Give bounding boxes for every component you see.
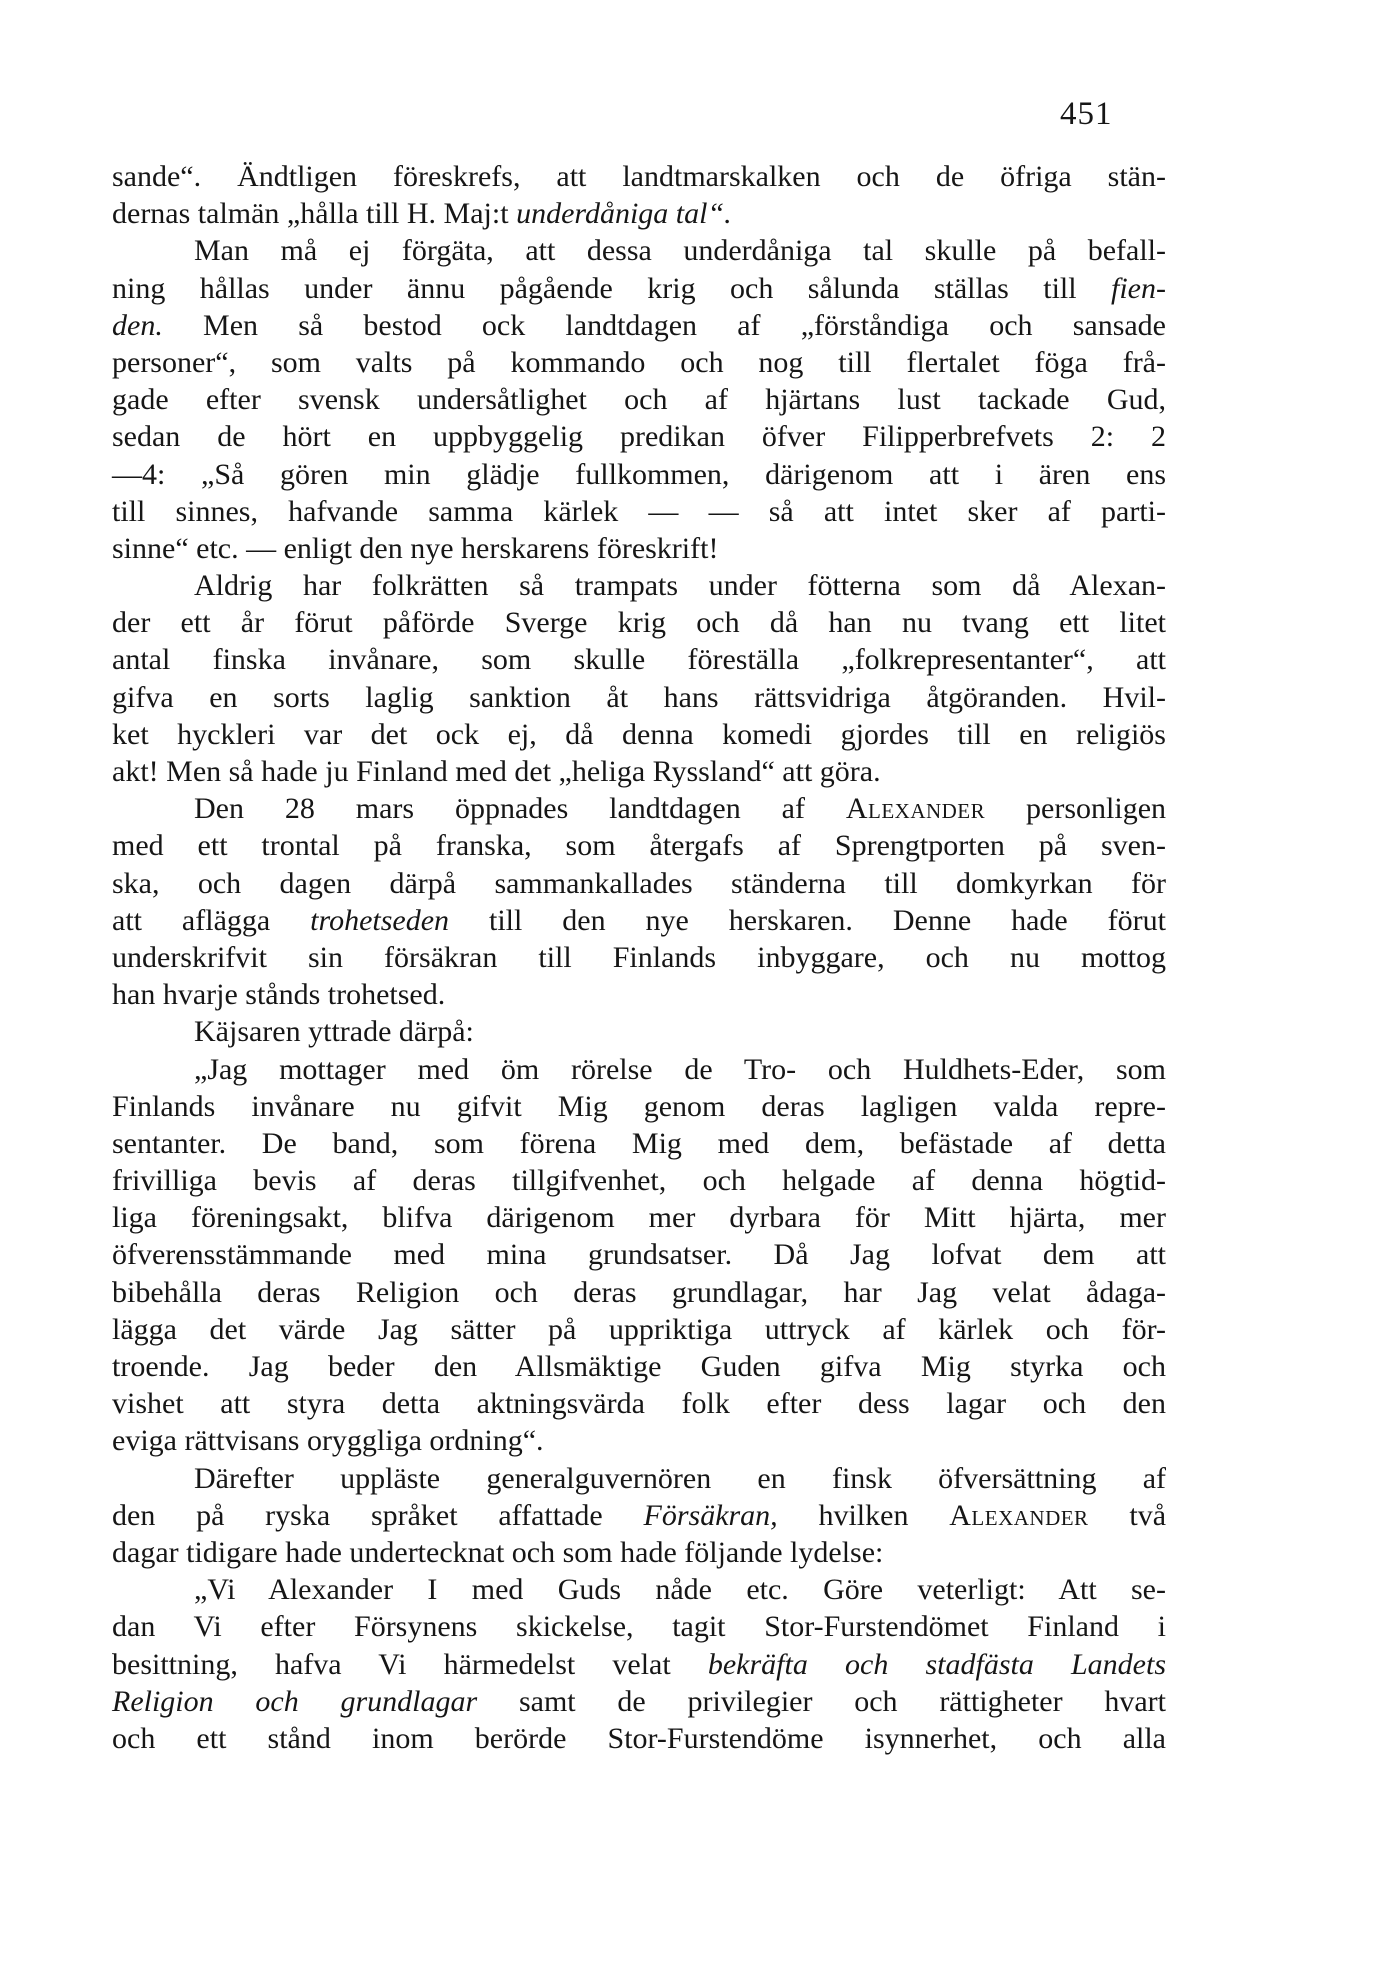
- text-line: sentanter. De band, som förena Mig med dem, befästade af detta: [112, 1126, 1166, 1160]
- body-text: [112, 158, 1166, 1757]
- text-line: [112, 1646, 1166, 1683]
- text-line: antal finska invånare, som skulle föreställa „folkrepresentanter“, att: [112, 643, 1166, 677]
- italic-phrase: fien-: [1111, 271, 1166, 305]
- text-fragment: två: [1129, 1498, 1167, 1532]
- text-line: troende. Jag beder den Allsmäktige Guden gifva Mig styrka och: [112, 1350, 1166, 1383]
- italic-phrase: underdåniga tal“.: [516, 197, 732, 231]
- text-line: liga föreningsakt, blifva därigenom mer dyrbara för Mitt hjärta, mer: [112, 1201, 1166, 1235]
- text-line: eviga rättvisans oryggliga ordning“.: [112, 1424, 544, 1458]
- text-line: ska, och dagen därpå sammankallades ständerna till domkyrkan för: [112, 866, 1166, 900]
- text-line: [112, 1497, 1166, 1534]
- italic-phrase: bekräfta och stadfästa Landets: [707, 1647, 1167, 1681]
- text-line: [112, 270, 1166, 307]
- text-fragment: ning hållas under ännu pågående krig och sålunda ställas till: [112, 271, 1077, 305]
- text-line: bibehålla deras Religion och deras grundlagar, har Jag velat ådaga-: [112, 1275, 1166, 1309]
- text-line: sande“. Ändtligen föreskrefs, att landtmarskalken och de öfriga stän-: [112, 160, 1166, 193]
- text-line: med ett trontal på franska, som återgafs af Sprengtporten på sven-: [112, 829, 1166, 863]
- small-caps-name: Alexander: [949, 1498, 1089, 1532]
- text-fragment: Men så bestod ock landtdagen af „förståndiga och sansade: [203, 308, 1166, 342]
- text-line: [112, 790, 1166, 827]
- italic-phrase: trohetseden: [310, 903, 450, 937]
- text-line: —4: „Så gören min glädje fullkommen, därigenom att i ären ens: [112, 457, 1166, 491]
- text-fragment: hvilken: [818, 1498, 909, 1532]
- text-line: gade efter svensk undersåtlighet och af hjärtans lust tackade Gud,: [112, 383, 1166, 417]
- text-fragment: besittning, hafva Vi härmedelst velat: [112, 1647, 671, 1681]
- text-line: der ett år förut påförde Sverge krig och då han nu tvang ett litet: [112, 606, 1166, 640]
- text-line: vishet att styra detta aktningsvärda folk efter dess lagar och den: [112, 1387, 1166, 1421]
- text-line: gifva en sorts laglig sanktion åt hans rättsvidriga åtgöranden. Hvil-: [112, 680, 1166, 714]
- text-line: öfverensstämmande med mina grundsatser. Då Jag lofvat dem att: [112, 1238, 1166, 1272]
- text-line: Käjsaren yttrade därpå:: [194, 1015, 474, 1049]
- italic-phrase: den.: [112, 308, 163, 342]
- text-fragment: Den 28 mars öppnades landtdagen af: [194, 792, 805, 826]
- text-fragment: personligen: [1026, 792, 1167, 826]
- text-line: [112, 307, 1166, 344]
- text-line: frivilliga bevis af deras tillgifvenhet, och helgade af denna högtid-: [112, 1164, 1166, 1198]
- text-line: [112, 1683, 1166, 1720]
- text-line: sinne“ etc. — enligt den nye herskarens föreskrift!: [112, 531, 719, 565]
- text-line: och ett stånd inom berörde Stor-Furstendöme isynnerhet, och alla: [112, 1721, 1166, 1755]
- italic-phrase: Försäkran,: [643, 1498, 778, 1532]
- text-line: dan Vi efter Försynens skickelse, tagit Stor-Furstendömet Finland i: [112, 1610, 1166, 1644]
- italic-phrase: Religion och grundlagar: [112, 1684, 478, 1718]
- text-line: sedan de hört en uppbyggelig predikan öfver Filipperbrefvets 2: 2: [112, 420, 1166, 454]
- text-fragment: till den nye herskaren. Denne hade förut: [488, 903, 1166, 937]
- text-line: till sinnes, hafvande samma kärlek — — så att intet sker af parti-: [112, 494, 1166, 528]
- text-line: dagar tidigare hade undertecknat och som hade följande lydelse:: [112, 1535, 884, 1569]
- text-line: akt! Men så hade ju Finland med det „heliga Ryssland“ att göra.: [112, 755, 881, 788]
- text-line: ket hyckleri var det ock ej, då denna komedi gjordes till en religiös: [112, 717, 1166, 751]
- text-fragment: samt de privilegier och rättigheter hvart: [518, 1684, 1167, 1718]
- text-line: [112, 902, 1166, 939]
- text-line: Man må ej förgäta, att dessa underdåniga tal skulle på befall-: [194, 234, 1166, 268]
- text-line: Finlands invånare nu gifvit Mig genom deras lagligen valda repre-: [112, 1089, 1166, 1123]
- page-number: 451: [1060, 96, 1113, 132]
- text-fragment: dernas talmän „hålla till H. Maj:t: [112, 197, 509, 231]
- text-fragment: den på ryska språket affattade: [112, 1498, 603, 1532]
- text-line: Aldrig har folkrätten så trampats under fötterna som då Alexan-: [194, 569, 1166, 603]
- text-line: lägga det värde Jag sätter på uppriktiga uttryck af kärlek och för-: [112, 1312, 1166, 1346]
- text-line: Därefter uppläste generalguvernören en finsk öfversättning af: [194, 1461, 1166, 1495]
- text-line: „Jag mottager med öm rörelse de Tro- och Huldhets-Eder, som: [194, 1052, 1166, 1086]
- text-line: underskrifvit sin försäkran till Finlands inbyggare, och nu mottog: [112, 940, 1166, 974]
- text-line: personer“, som valts på kommando och nog till flertalet föga frå-: [112, 345, 1166, 379]
- text-line: han hvarje stånds trohetsed.: [112, 978, 446, 1012]
- text-line: [112, 195, 1166, 232]
- text-fragment: att aflägga: [112, 903, 271, 937]
- text-line: „Vi Alexander I med Guds nåde etc. Göre veterligt: Att se-: [194, 1573, 1166, 1607]
- small-caps-name: Alexander: [845, 792, 986, 826]
